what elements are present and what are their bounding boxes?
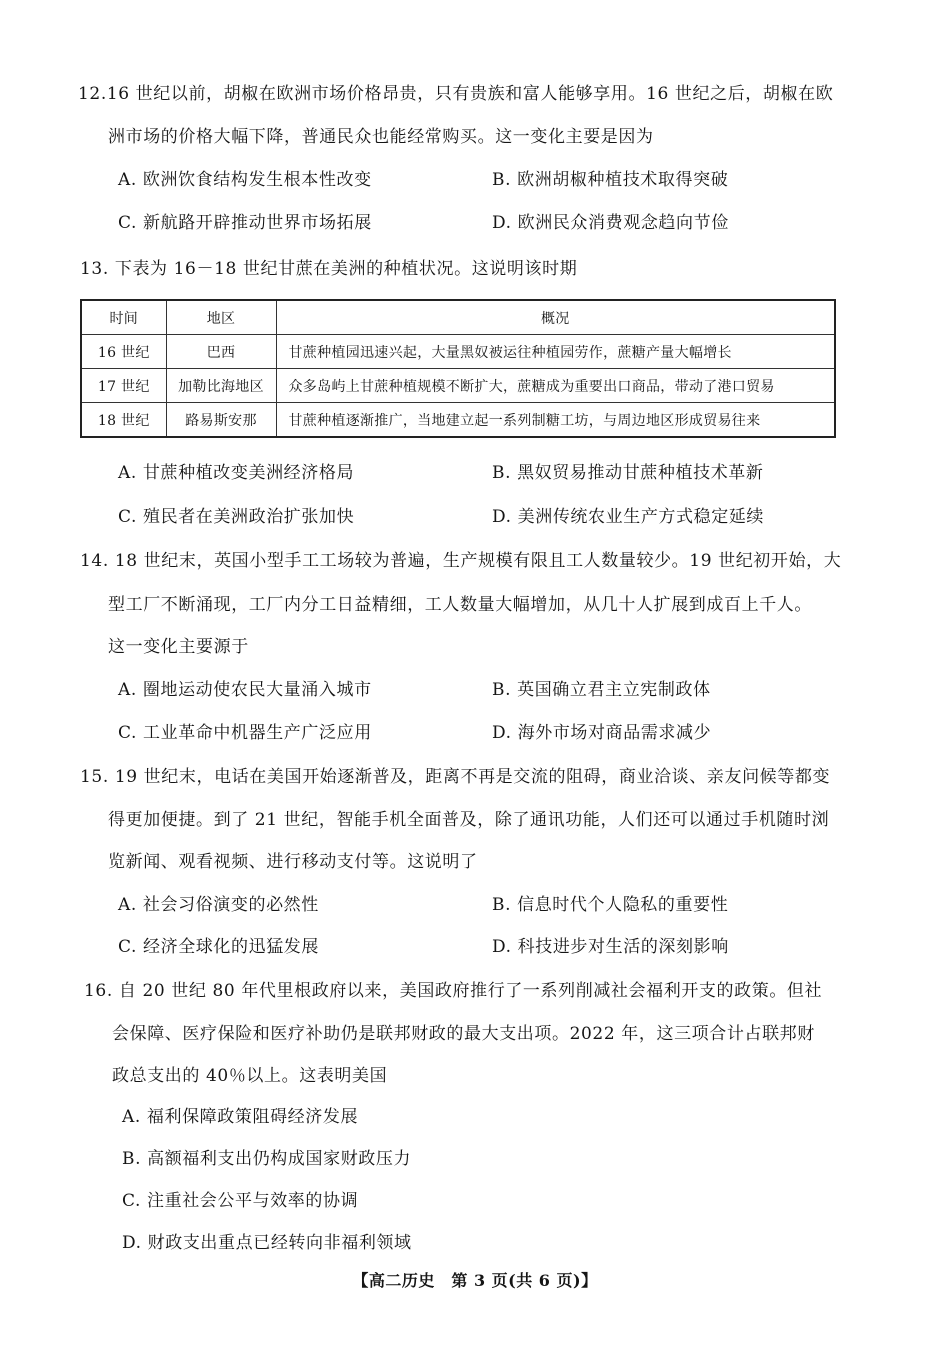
question-15-option-b: B. 信息时代个人隐私的重要性 bbox=[492, 895, 729, 915]
question-stem-line: 型工厂不断涌现，工厂内分工日益精细，工人数量大幅增加，从几十人扩展到成百上千人。 bbox=[108, 595, 812, 615]
question-13-option-b: B. 黑奴贸易推动甘蔗种植技术革新 bbox=[492, 463, 764, 483]
question-14-option-a: A. 圈地运动使农民大量涌入城市 bbox=[118, 680, 372, 700]
table-row bbox=[81, 403, 835, 438]
question-stem-line: 14. 18 世纪末，英国小型手工工场较为普遍，生产规模有限且工人数量较少。19 世纪初开始，大 bbox=[80, 551, 842, 571]
table-row bbox=[81, 369, 835, 403]
question-stem-line: 会保障、医疗保险和医疗补助仍是联邦财政的最大支出项。2022 年，这三项合计占联邦财 bbox=[112, 1024, 815, 1044]
question-stem-line: 12.16 世纪以前，胡椒在欧洲市场价格昂贵，只有贵族和富人能够享用。16 世纪之后，胡椒在欧 bbox=[78, 84, 834, 104]
question-13-option-a: A. 甘蔗种植改变美洲经济格局 bbox=[118, 463, 355, 483]
table-cell-overview: 众多岛屿上甘蔗种植规模不断扩大，蔗糖成为重要出口商品，带动了港口贸易 bbox=[276, 369, 835, 403]
page-footer: 【高二历史 第 3 页(共 6 页)】 bbox=[352, 1271, 598, 1290]
question-16-option-d: D. 财政支出重点已经转向非福利领域 bbox=[122, 1233, 412, 1253]
question-stem-line: 政总支出的 40％以上。这表明美国 bbox=[112, 1066, 388, 1086]
question-stem-line: 16. 自 20 世纪 80 年代里根政府以来，美国政府推行了一系列削减社会福利开支的政策。但社 bbox=[84, 981, 823, 1001]
question-13-option-d: D. 美洲传统农业生产方式稳定延续 bbox=[492, 507, 765, 527]
question-stem-line: 览新闻、观看视频、进行移动支付等。这说明了 bbox=[108, 852, 478, 872]
question-stem-line: 13. 下表为 16－18 世纪甘蔗在美洲的种植状况。这说明该时期 bbox=[80, 259, 578, 279]
table-cell-overview: 甘蔗种植逐渐推广，当地建立起一系列制糖工坊，与周边地区形成贸易往来 bbox=[276, 403, 835, 438]
question-16-option-a: A. 福利保障政策阻碍经济发展 bbox=[122, 1107, 359, 1127]
question-16-option-c: C. 注重社会公平与效率的协调 bbox=[122, 1191, 359, 1211]
question-12-option-c: C. 新航路开辟推动世界市场拓展 bbox=[118, 213, 372, 233]
question-12-option-b: B. 欧洲胡椒种植技术取得突破 bbox=[492, 170, 729, 190]
question-15-option-a: A. 社会习俗演变的必然性 bbox=[118, 895, 319, 915]
table-header-time: 时间 bbox=[81, 300, 166, 335]
question-stem-line: 这一变化主要源于 bbox=[108, 637, 249, 657]
question-16-option-b: B. 高额福利支出仍构成国家财政压力 bbox=[122, 1149, 412, 1169]
table-header-region: 地区 bbox=[166, 300, 276, 335]
table-cell-time: 16 世纪 bbox=[81, 335, 166, 369]
table-row bbox=[81, 335, 835, 369]
table-cell-overview: 甘蔗种植园迅速兴起，大量黑奴被运往种植园劳作，蔗糖产量大幅增长 bbox=[276, 335, 835, 369]
table-cell-region: 路易斯安那 bbox=[166, 403, 276, 438]
question-stem-line: 洲市场的价格大幅下降，普通民众也能经常购买。这一变化主要是因为 bbox=[108, 127, 654, 147]
table-cell-region: 加勒比海地区 bbox=[166, 369, 276, 403]
question-14-option-b: B. 英国确立君主立宪制政体 bbox=[492, 680, 711, 700]
table-cell-region: 巴西 bbox=[166, 335, 276, 369]
question-12-option-d: D. 欧洲民众消费观念趋向节俭 bbox=[492, 213, 729, 233]
question-15-option-c: C. 经济全球化的迅猛发展 bbox=[118, 937, 320, 957]
sugarcane-table bbox=[80, 299, 836, 438]
table-header-row bbox=[81, 300, 835, 335]
question-15-option-d: D. 科技进步对生活的深刻影响 bbox=[492, 937, 729, 957]
table-cell-time: 17 世纪 bbox=[81, 369, 166, 403]
question-14-option-d: D. 海外市场对商品需求减少 bbox=[492, 723, 712, 743]
question-stem-line: 15. 19 世纪末，电话在美国开始逐渐普及，距离不再是交流的阻碍，商业洽谈、亲友问候等都变 bbox=[80, 767, 831, 787]
question-14-option-c: C. 工业革命中机器生产广泛应用 bbox=[118, 723, 372, 743]
table-header-overview: 概况 bbox=[276, 300, 835, 335]
question-stem-line: 得更加便捷。到了 21 世纪，智能手机全面普及，除了通讯功能，人们还可以通过手机随时浏 bbox=[108, 810, 830, 830]
question-12-option-a: A. 欧洲饮食结构发生根本性改变 bbox=[118, 170, 372, 190]
table-cell-time: 18 世纪 bbox=[81, 403, 166, 438]
question-13-option-c: C. 殖民者在美洲政治扩张加快 bbox=[118, 507, 355, 527]
